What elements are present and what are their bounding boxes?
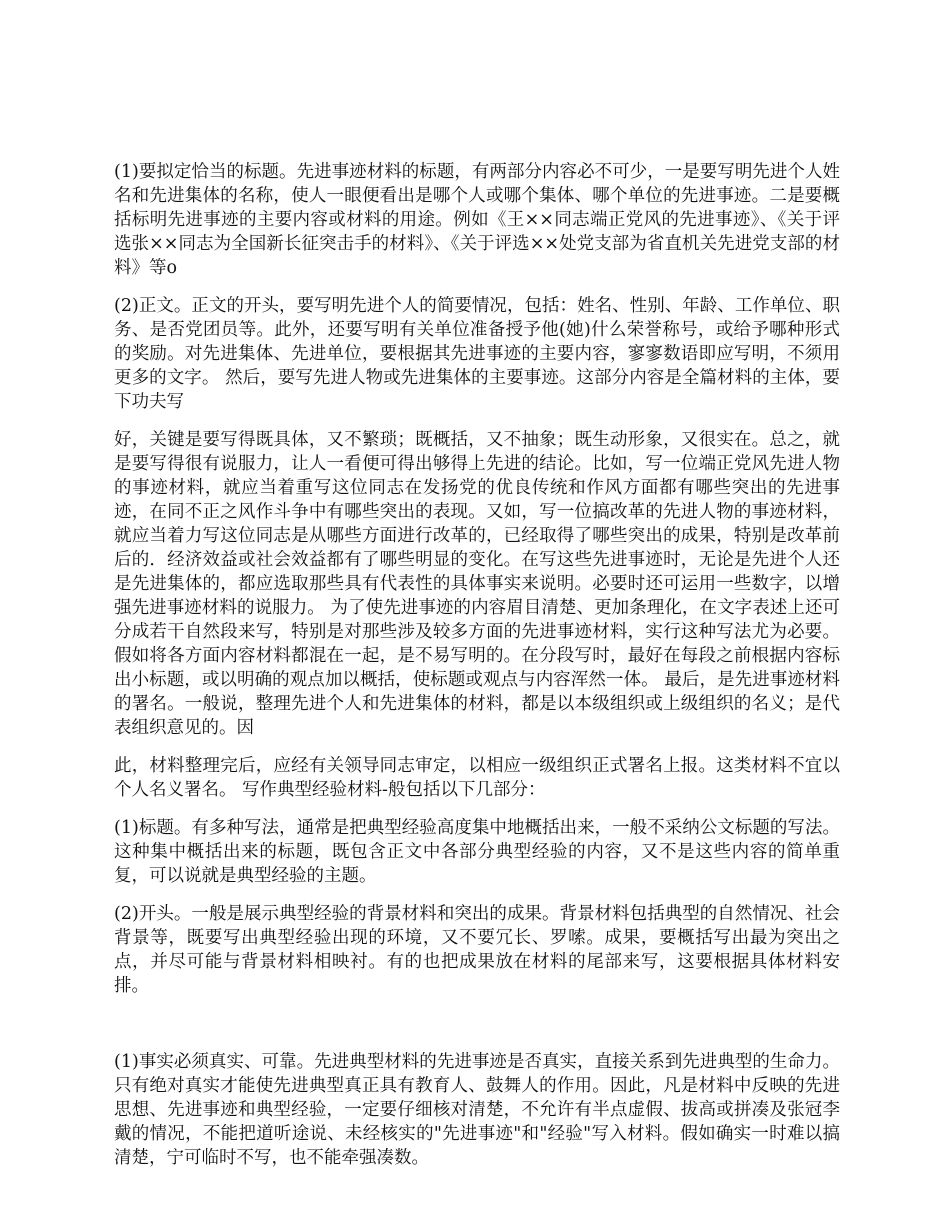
document-page: [114, 160, 840, 1184]
paragraph-truthfulness: (1)事实必须真实、可靠。先进典型材料的先进事迹是否真实，直接关系到先进典型的生命力。只有绝对真实才能使先进典型真正具有教育人、鼓舞人的作用。因此，凡是材料中反映的先进思想、先进事迹和典型经验，一定要仔细核对清楚，不允许有半点虚假、拔高或拼凑及张冠李戴的情况，不能把道听途说、未经核实的"先进事迹"和"经验"写入材料。假如确实一时难以搞清楚，宁可临时不写，也不能牵强凑数。: [114, 1052, 840, 1168]
paragraph-body-opening: (2)正文。正文的开头，要写明先进个人的简要情况，包括：姓名、性别、年龄、工作单位、职务、是否党团员等。此外，还要写明有关单位准备授予他(她)什么荣誉称号，或给予哪种形式的奖励。对先进集体、先进单位，要根据其先进事迹的主要内容，寥寥数语即应写明，不须用更多的文字。 然后，要写先进人物或先进集体的主要事迹。这部分内容是全篇材料的主体，要下功夫写: [114, 296, 840, 412]
paragraph-signature: 此，材料整理完后，应经有关领导同志审定，以相应一级组织正式署名上报。这类材料不宜以个人名义署名。 写作典型经验材料-般包括以下几部分：: [114, 756, 840, 800]
paragraph-title-requirements: (1)要拟定恰当的标题。先进事迹材料的标题，有两部分内容必不可少，一是要写明先进个人姓名和先进集体的名称，使人一眼便看出是哪个人或哪个集体、哪个单位的先进事迹。二是要概括标明先进事迹的主要内容或材料的用途。例如《王××同志端正党风的先进事迹》、《关于评选张××同志为全国新长征突击手的材料》、《关于评选××处党支部为省直机关先进党支部的材料》等o: [114, 162, 840, 278]
section-gap: [114, 1012, 840, 1050]
paragraph-experience-title: (1)标题。有多种写法，通常是把典型经验高度集中地概括出来，一般不采纳公文标题的写法。这种集中概括出来的标题，既包含正文中各部分典型经验的内容，又不是这些内容的简单重复，可以说就是典型经验的主题。: [114, 818, 840, 886]
paragraph-experience-opening: (2)开头。一般是展示典型经验的背景材料和突出的成果。背景材料包括典型的自然情况、社会背景等，既要写出典型经验出现的环境，又不要冗长、罗嗦。成果，要概括写出最为突出之点，并尽可能与背景材料相映衬。有的也把成果放在材料的尾部来写，这要根据具体材料安排。: [114, 904, 840, 996]
paragraph-body-main: 好，关键是要写得既具体，又不繁琐；既概括，又不抽象；既生动形象，又很实在。总之，就是要写得很有说服力，让人一看便可得出够得上先进的结论。比如，写一位端正党风先进人物的事迹材料，就应当着重写这位同志在发扬党的优良传统和作风方面都有哪些突出的先进事迹，在同不正之风作斗争中有哪些突出的表现。又如，写一位搞改革的先进人物的事迹材料，就应当着力写这位同志是从哪些方面进行改革的，已经取得了哪些突出的成果，特别是改革前后的．经济效益或社会效益都有了哪些明显的变化。在写这些先进事迹时，无论是先进个人还是先进集体的，都应选取那些具有代表性的具体事实来说明。必要时还可运用一些数字，以增强先进事迹材料的说服力。 为了使先进事迹的内容眉目清楚、更加条理化，在文字表述上还可分成若干自然段来写，特别是对那些涉及较多方面的先进事迹材料，实行这种写法尤为必要。假如将各方面内容材料都混在一起，是不易写明的。在分段写时，最好在每段之前根据内容标出小标题，或以明确的观点加以概括，使标题或观点与内容浑然一体。 最后，是先进事迹材料的署名。一般说，整理先进个人和先进集体的材料，都是以本级组织或上级组织的名义；是代表组织意见的。因: [114, 430, 840, 738]
